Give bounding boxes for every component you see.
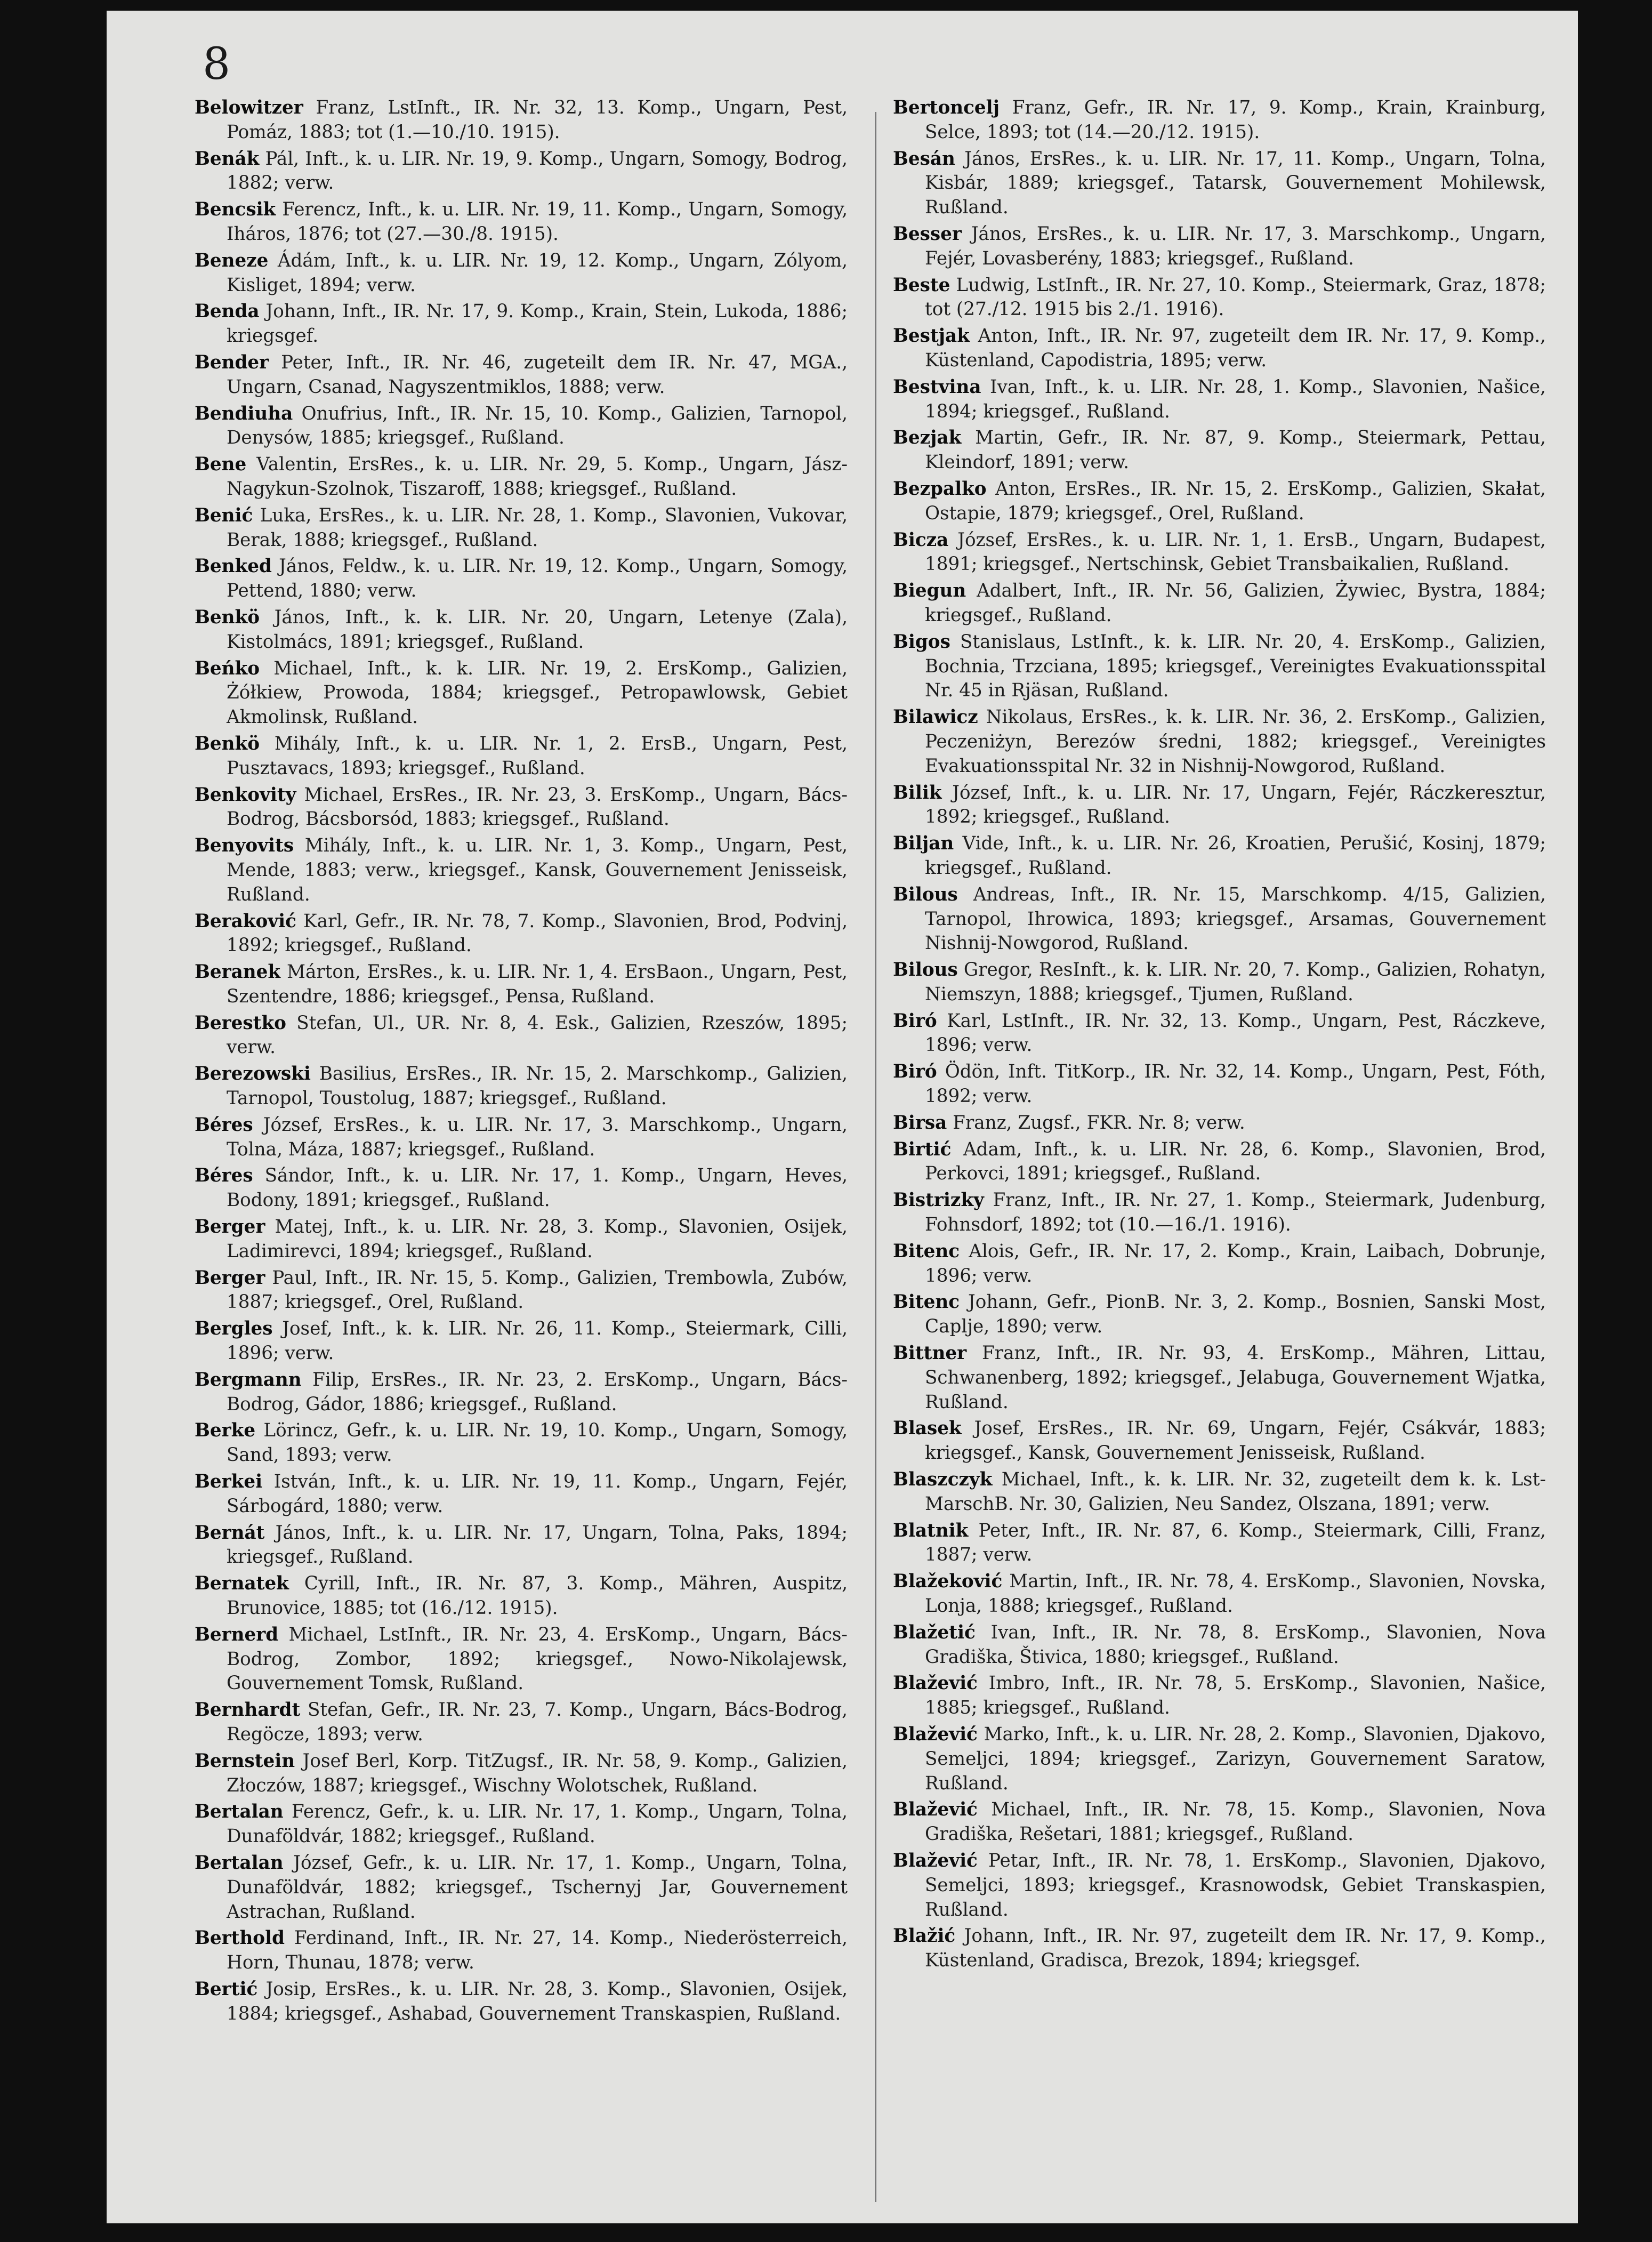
entry-surname: Bilous <box>893 959 958 981</box>
entry-surname: Bertoncelj <box>893 97 1000 118</box>
entry-details: Stefan, Ul., UR. Nr. 8, 4. Esk., Galizien, Rzeszów, 1895; verw. <box>227 1012 848 1058</box>
entry-details: Peter, Inft., IR. Nr. 46, zugeteilt dem IR. Nr. 47, MGA., Ungarn, Csanad, Nagyszentmiklos, 1888; verw. <box>227 351 848 398</box>
entry-details: Martin, Inft., IR. Nr. 78, 4. ErsKomp., Slavonien, Novska, Lonja, 1888; kriegsgef., Rußland. <box>925 1571 1546 1617</box>
casualty-entry <box>893 1924 1546 1973</box>
entry-details: Michael, ErsRes., IR. Nr. 23, 3. ErsKomp., Ungarn, Bács-Bodrog, Bácsborsód, 1883; kriegsgef., Rußland. <box>227 784 848 830</box>
entry-surname: Bernstein <box>195 1750 295 1772</box>
entry-surname: Berestko <box>195 1012 286 1034</box>
entry-surname: Bernatek <box>195 1573 289 1595</box>
entry-details: Nikolaus, ErsRes., k. k. LIR. Nr. 36, 2. ErsKomp., Galizien, Peczeniżyn, Berezów średni, 1882; kriegsgef., Vereinigtes Evakuationsspital Nr. 32 in Nishnij-Nowgorod, Rußland. <box>925 706 1546 777</box>
entry-surname: Biljan <box>893 833 954 855</box>
entry-surname: Berke <box>195 1420 256 1442</box>
entry-surname: Bilik <box>893 782 942 803</box>
entry-details: Michael, Inft., k. k. LIR. Nr. 19, 2. ErsKomp., Galizien, Żółkiew, Prowoda, 1884; kriegsgef., Petropawlowsk, Gebiet Akmolinsk, Rußland. <box>227 657 848 728</box>
entry-surname: Blažević <box>893 1799 978 1821</box>
casualty-entry <box>195 1800 848 1849</box>
entry-surname: Bencsik <box>195 199 276 221</box>
entry-surname: Besán <box>893 148 955 170</box>
entry-details: Karl, LstInft., IR. Nr. 32, 13. Komp., Ungarn, Pest, Ráczkeve, 1896; verw. <box>925 1010 1546 1056</box>
casualty-entry <box>893 1240 1546 1289</box>
entry-details: Anton, Inft., IR. Nr. 97, zugeteilt dem IR. Nr. 17, 9. Komp., Küstenland, Capodistria, 1895; verw. <box>925 325 1546 371</box>
casualty-entry <box>893 477 1546 526</box>
casualty-entry <box>893 1341 1546 1415</box>
entry-surname: Benkö <box>195 606 260 628</box>
entry-surname: Beste <box>893 274 950 296</box>
casualty-entry <box>195 1851 848 1924</box>
entry-details: Karl, Gefr., IR. Nr. 78, 7. Komp., Slavonien, Brod, Podvinj, 1892; kriegsgef., Rußland. <box>227 910 848 957</box>
entry-details: József, Inft., k. u. LIR. Nr. 17, Ungarn, Fejér, Ráczkeresztur, 1892; kriegsgef., Rußland. <box>925 782 1546 828</box>
casualty-entry <box>195 732 848 781</box>
entry-details: István, Inft., k. u. LIR. Nr. 19, 11. Komp., Ungarn, Fejér, Sárbogárd, 1880; verw. <box>227 1471 848 1517</box>
entry-details: Adam, Inft., k. u. LIR. Nr. 28, 6. Komp., Slavonien, Brod, Perkovci, 1891; kriegsgef., Rußland. <box>925 1138 1546 1185</box>
entry-surname: Bestvina <box>893 376 981 398</box>
entry-details: Franz, Inft., IR. Nr. 27, 1. Komp., Steiermark, Judenburg, Fohnsdorf, 1892; tot (10.—16./1. 1916). <box>925 1190 1546 1236</box>
entry-surname: Beneze <box>195 250 269 271</box>
casualty-entry <box>195 1521 848 1570</box>
entry-details: Ivan, Inft., k. u. LIR. Nr. 28, 1. Komp., Slavonien, Našice, 1894; kriegsgef., Rußland. <box>925 376 1546 422</box>
entry-surname: Blasek <box>893 1418 962 1440</box>
entry-details: János, ErsRes., k. u. LIR. Nr. 17, 3. Marschkomp., Ungarn, Fejér, Lovasberény, 1883; kriegsgef., Rußland. <box>925 223 1546 269</box>
entry-details: Stefan, Gefr., IR. Nr. 23, 7. Komp., Ungarn, Bács-Bodrog, Regöcze, 1893; verw. <box>227 1699 848 1745</box>
entry-details: Paul, Inft., IR. Nr. 15, 5. Komp., Galizien, Trembowla, Zubów, 1887; kriegsgef., Orel, Rußland. <box>227 1267 848 1313</box>
casualty-entry <box>195 1215 848 1264</box>
casualty-entry <box>195 96 848 145</box>
entry-details: János, Feldw., k. u. LIR. Nr. 19, 12. Komp., Ungarn, Somogy, Pettend, 1880; verw. <box>227 556 848 602</box>
entry-details: Peter, Inft., IR. Nr. 87, 6. Komp., Steiermark, Cilli, Franz, 1887; verw. <box>925 1520 1546 1566</box>
entry-details: Vide, Inft., k. u. LIR. Nr. 26, Kroatien, Perušić, Kosinj, 1879; kriegsgef., Rußland. <box>925 833 1546 879</box>
entry-details: Andreas, Inft., IR. Nr. 15, Marschkomp. 4/15, Galizien, Tarnopol, Ihrowica, 1893; kriegsgef., Arsamas, Gouvernement Nishnij-Nowgorod, Rußland. <box>925 883 1546 954</box>
casualty-entry <box>195 783 848 832</box>
entry-surname: Bernát <box>195 1522 265 1544</box>
casualty-entry <box>893 528 1546 577</box>
entry-details: Sándor, Inft., k. u. LIR. Nr. 17, 1. Komp., Ungarn, Heves, Bodony, 1891; kriegsgef., Rußland. <box>227 1165 848 1211</box>
entry-details: Filip, ErsRes., IR. Nr. 23, 2. ErsKomp., Ungarn, Bács-Bodrog, Gádor, 1886; kriegsgef., Rußland. <box>227 1369 848 1415</box>
entry-details: Ferdinand, Inft., IR. Nr. 27, 14. Komp., Niederösterreich, Horn, Thunau, 1878; verw. <box>227 1927 848 1974</box>
entry-surname: Benkovity <box>195 784 296 806</box>
entry-details: Márton, ErsRes., k. u. LIR. Nr. 1, 4. ErsBaon., Ungarn, Pest, Szentendre, 1886; kriegsgef., Pensa, Rußland. <box>227 961 848 1007</box>
entry-details: Martin, Gefr., IR. Nr. 87, 9. Komp., Steiermark, Pettau, Kleindorf, 1891; verw. <box>925 427 1546 473</box>
entry-details: Matej, Inft., k. u. LIR. Nr. 28, 3. Komp., Slavonien, Osijek, Ladimirevci, 1894; kriegsgef., Rußland. <box>227 1216 848 1262</box>
entry-details: Cyrill, Inft., IR. Nr. 87, 3. Komp., Mähren, Auspitz, Brunovice, 1885; tot (16./12. 1915). <box>227 1573 848 1619</box>
casualty-entry <box>893 1111 1546 1136</box>
entry-details: Josef, ErsRes., IR. Nr. 69, Ungarn, Fejér, Csákvár, 1883; kriegsgef., Kansk, Gouvernement Jenisseisk, Rußland. <box>925 1418 1546 1464</box>
entry-surname: Biró <box>893 1061 937 1083</box>
casualty-entry <box>893 96 1546 145</box>
entry-details: Ivan, Inft., IR. Nr. 78, 8. ErsKomp., Slavonien, Nova Gradiška, Štivica, 1880; kriegsgef., Rußland. <box>925 1621 1546 1668</box>
casualty-entry <box>195 351 848 400</box>
casualty-entry <box>893 324 1546 373</box>
entry-surname: Bilous <box>893 883 958 905</box>
entry-details: József, ErsRes., k. u. LIR. Nr. 17, 3. Marschkomp., Ungarn, Tolna, Máza, 1887; kriegsgef., Rußland. <box>227 1114 848 1160</box>
casualty-entry <box>893 958 1546 1007</box>
casualty-entry <box>893 1290 1546 1339</box>
entry-surname: Bitenc <box>893 1291 960 1313</box>
entry-surname: Blažević <box>893 1724 978 1745</box>
casualty-entry <box>195 1011 848 1060</box>
casualty-entry <box>893 1060 1546 1109</box>
casualty-entry <box>195 1926 848 1975</box>
casualty-entry <box>893 630 1546 703</box>
entry-details: Franz, Inft., IR. Nr. 93, 4. ErsKomp., Mähren, Littau, Schwanenberg, 1892; kriegsgef., Jelabuga, Gouvernement Wjatka, Rußland. <box>925 1343 1546 1413</box>
entry-details: Josef Berl, Korp. TitZugsf., IR. Nr. 58, 9. Komp., Galizien, Złoczów, 1887; kriegsgef., Wischny Wolotschek, Rußland. <box>227 1750 848 1796</box>
casualty-entry <box>195 910 848 959</box>
entry-details: Alois, Gefr., IR. Nr. 17, 2. Komp., Krain, Laibach, Dobrunje, 1896; verw. <box>925 1240 1546 1287</box>
casualty-entry <box>195 1470 848 1519</box>
entry-details: Josef, Inft., k. k. LIR. Nr. 26, 11. Komp., Steiermark, Cilli, 1896; verw. <box>227 1318 848 1364</box>
entry-details: Lörincz, Gefr., k. u. LIR. Nr. 19, 10. Komp., Ungarn, Somogy, Sand, 1893; verw. <box>227 1420 848 1466</box>
entry-surname: Bender <box>195 351 269 373</box>
entry-details: Luka, ErsRes., k. u. LIR. Nr. 28, 1. Komp., Slavonien, Vukovar, Berak, 1888; kriegsgef., Rußland. <box>227 504 848 551</box>
entry-details: Johann, Gefr., PionB. Nr. 3, 2. Komp., Bosnien, Sanski Most, Caplje, 1890; verw. <box>925 1291 1546 1338</box>
entry-surname: Bezpalko <box>893 478 987 500</box>
entry-surname: Blažić <box>893 1925 956 1947</box>
entry-surname: Biegun <box>893 580 966 602</box>
entry-surname: Bernhardt <box>195 1699 301 1721</box>
entry-details: Ferencz, Inft., k. u. LIR. Nr. 19, 11. Komp., Ungarn, Somogy, Iháros, 1876; tot (27.—30./8. 1915). <box>227 199 848 245</box>
entry-surname: Benked <box>195 556 272 577</box>
casualty-entry <box>195 402 848 451</box>
casualty-entry <box>195 1266 848 1315</box>
casualty-entry <box>893 1723 1546 1796</box>
entry-surname: Biró <box>893 1010 937 1032</box>
entry-details: Johann, Inft., IR. Nr. 97, zugeteilt dem IR. Nr. 17, 9. Komp., Küstenland, Gradisca, Brezok, 1894; kriegsgef. <box>925 1925 1546 1972</box>
casualty-entry <box>893 1188 1546 1237</box>
entry-surname: Bestjak <box>893 325 970 347</box>
entry-surname: Bitenc <box>893 1240 960 1262</box>
entry-details: Michael, LstInft., IR. Nr. 23, 4. ErsKomp., Ungarn, Bács-Bodrog, Zombor, 1892; kriegsgef., Nowo-Nikolajewsk, Gouvernement Tomsk, Rußland. <box>227 1624 848 1694</box>
entry-surname: Bergles <box>195 1318 273 1340</box>
casualty-entry <box>195 147 848 196</box>
entry-surname: Bezjak <box>893 427 962 449</box>
entry-surname: Blažetić <box>893 1621 976 1643</box>
entry-surname: Bittner <box>893 1343 967 1364</box>
entry-details: Stanislaus, LstInft., k. k. LIR. Nr. 20, 4. ErsKomp., Galizien, Bochnia, Trzciana, 1895; kriegsgef., Vereinigtes Evakuationsspital Nr. 45 in Rjäsan, Rußland. <box>925 631 1546 702</box>
casualty-entry <box>893 222 1546 271</box>
entry-details: János, ErsRes., k. u. LIR. Nr. 17, 11. Komp., Ungarn, Tolna, Kisbár, 1889; kriegsgef., Tatarsk, Gouvernement Mohilewsk, Rußland. <box>925 148 1546 219</box>
casualty-entry <box>195 1978 848 2027</box>
entry-details: Basilius, ErsRes., IR. Nr. 15, 2. Marschkomp., Galizien, Tarnopol, Toustolug, 1887; kriegsgef., Rußland. <box>227 1063 848 1110</box>
casualty-entry <box>893 1468 1546 1517</box>
entry-details: Ádám, Inft., k. u. LIR. Nr. 19, 12. Komp., Ungarn, Zólyom, Kisliget, 1894; verw. <box>227 250 848 296</box>
document-page <box>107 11 1578 2223</box>
casualty-entry <box>195 1698 848 1747</box>
entry-surname: Bilawicz <box>893 706 978 728</box>
entry-details: Josip, ErsRes., k. u. LIR. Nr. 28, 3. Komp., Slavonien, Osijek, 1884; kriegsgef., Ashabad, Gouvernement Transkaspien, Rußland. <box>227 1978 848 2024</box>
entry-surname: Berthold <box>195 1927 285 1949</box>
casualty-entry <box>893 1672 1546 1721</box>
entry-surname: Bendiuha <box>195 403 293 424</box>
entry-surname: Berger <box>195 1267 265 1289</box>
casualty-entry <box>195 960 848 1009</box>
entry-details: Ludwig, LstInft., IR. Nr. 27, 10. Komp., Steiermark, Graz, 1878; tot (27./12. 1915 bis 2./1. 1916). <box>925 274 1546 320</box>
entry-details: Onufrius, Inft., IR. Nr. 15, 10. Komp., Galizien, Tarnopol, Denysów, 1885; kriegsgef., Rußland. <box>227 403 848 449</box>
casualty-entry <box>195 504 848 553</box>
entry-details: Michael, Inft., IR. Nr. 78, 15. Komp., Slavonien, Nova Gradiška, Rešetari, 1881; kriegsgef., Rußland. <box>925 1799 1546 1845</box>
entry-surname: Bertalan <box>195 1852 284 1874</box>
entry-surname: Birsa <box>893 1112 947 1134</box>
entry-details: Gregor, ResInft., k. k. LIR. Nr. 20, 7. Komp., Galizien, Rohatyn, Niemszyn, 1888; kriegsgef., Tjumen, Rußland. <box>925 959 1546 1005</box>
casualty-entry <box>195 300 848 349</box>
entry-details: Anton, ErsRes., IR. Nr. 15, 2. ErsKomp., Galizien, Skałat, Ostapie, 1879; kriegsgef., Orel, Rußland. <box>925 478 1546 524</box>
entry-surname: Blaszczyk <box>893 1469 993 1491</box>
entry-surname: Bernerd <box>195 1624 279 1645</box>
entry-surname: Bertić <box>195 1978 258 2000</box>
casualty-entry <box>893 705 1546 778</box>
entry-surname: Berkei <box>195 1471 263 1493</box>
entry-surname: Benák <box>195 148 260 170</box>
entry-details: Ferencz, Gefr., k. u. LIR. Nr. 17, 1. Komp., Ungarn, Tolna, Dunaföldvár, 1882; kriegsgef., Rußland. <box>227 1801 848 1847</box>
page-number: 8 <box>203 39 231 90</box>
entry-surname: Benić <box>195 504 253 526</box>
entry-surname: Bertalan <box>195 1801 284 1823</box>
entry-surname: Beńko <box>195 657 260 679</box>
casualty-entry <box>195 555 848 604</box>
entry-details: János, Inft., k. k. LIR. Nr. 20, Ungarn, Letenye (Zala), Kistolmács, 1891; kriegsgef., Rußland. <box>227 606 848 653</box>
entry-details: János, Inft., k. u. LIR. Nr. 17, Ungarn, Tolna, Paks, 1894; kriegsgef., Rußland. <box>227 1522 848 1568</box>
casualty-entry <box>893 1138 1546 1187</box>
casualty-entry <box>195 453 848 502</box>
entry-surname: Birtić <box>893 1138 952 1160</box>
casualty-entry <box>893 426 1546 475</box>
entry-surname: Berezowski <box>195 1063 311 1085</box>
casualty-entry <box>893 1849 1546 1922</box>
entry-details: Ödön, Inft. TitKorp., IR. Nr. 32, 14. Komp., Ungarn, Pest, Fóth, 1892; verw. <box>925 1061 1546 1107</box>
entry-surname: Benkö <box>195 733 260 754</box>
entry-surname: Bistrizky <box>893 1190 984 1211</box>
entry-details: Petar, Inft., IR. Nr. 78, 1. ErsKomp., Slavonien, Djakovo, Semeljci, 1893; kriegsgef., Krasnowodsk, Gebiet Transkaspien, Rußland. <box>925 1850 1546 1920</box>
entry-surname: Béres <box>195 1165 253 1187</box>
entry-details: Johann, Inft., IR. Nr. 17, 9. Komp., Krain, Stein, Lukoda, 1886; kriegsgef. <box>227 301 848 347</box>
entry-surname: Béres <box>195 1114 253 1136</box>
entry-details: Franz, LstInft., IR. Nr. 32, 13. Komp., Ungarn, Pest, Pomáz, 1883; tot (1.—10./10. 1915). <box>227 97 848 143</box>
entry-details: Franz, Gefr., IR. Nr. 17, 9. Komp., Krain, Krainburg, Selce, 1893; tot (14.—20./12. 1915). <box>925 97 1546 143</box>
entry-surname: Bigos <box>893 631 950 653</box>
entry-surname: Besser <box>893 223 962 245</box>
casualty-entry <box>893 1009 1546 1058</box>
casualty-entry <box>893 1621 1546 1670</box>
entry-details: Pál, Inft., k. u. LIR. Nr. 19, 9. Komp., Ungarn, Somogy, Bodrog, 1882; verw. <box>227 148 848 194</box>
entry-surname: Belowitzer <box>195 97 303 118</box>
entry-surname: Beranek <box>195 961 281 983</box>
entry-surname: Berger <box>195 1216 265 1238</box>
entry-surname: Beraković <box>195 910 296 932</box>
casualty-entry <box>195 1317 848 1366</box>
casualty-entry <box>893 1798 1546 1847</box>
casualty-entry <box>893 1417 1546 1466</box>
casualty-entry <box>195 1062 848 1111</box>
entry-surname: Blažević <box>893 1850 978 1871</box>
entry-details: Adalbert, Inft., IR. Nr. 56, Galizien, Żywiec, Bystra, 1884; kriegsgef., Rußland. <box>925 580 1546 626</box>
entry-details: Mihály, Inft., k. u. LIR. Nr. 1, 2. ErsB., Ungarn, Pest, Pusztavacs, 1893; kriegsgef., Rußland. <box>227 733 848 779</box>
casualty-entry <box>893 883 1546 956</box>
left-column <box>195 96 848 2029</box>
casualty-entry <box>893 147 1546 220</box>
casualty-entry <box>195 1572 848 1621</box>
casualty-entry <box>893 1519 1546 1568</box>
entry-surname: Benda <box>195 301 260 323</box>
casualty-entry <box>893 781 1546 830</box>
right-column <box>893 96 1546 1975</box>
column-divider <box>875 112 876 2202</box>
entry-details: József, ErsRes., k. u. LIR. Nr. 1, 1. ErsB., Ungarn, Budapest, 1891; kriegsgef., Nertschinsk, Gebiet Transbaikalien, Rußland. <box>925 529 1546 575</box>
entry-details: Franz, Zugsf., FKR. Nr. 8; verw. <box>953 1112 1245 1134</box>
casualty-entry <box>195 1113 848 1162</box>
casualty-entry <box>893 579 1546 628</box>
entry-details: Valentin, ErsRes., k. u. LIR. Nr. 29, 5. Komp., Ungarn, Jász-Nagykun-Szolnok, Tiszaroff, 1888; kriegsgef., Rußland. <box>227 454 848 500</box>
entry-surname: Blažević <box>893 1673 978 1694</box>
casualty-entry <box>195 198 848 247</box>
casualty-entry <box>195 1419 848 1468</box>
casualty-entry <box>893 832 1546 881</box>
entry-details: Michael, Inft., k. k. LIR. Nr. 32, zugeteilt dem k. k. Lst-MarschB. Nr. 30, Galizien, Neu Sandez, Olszana, 1891; verw. <box>925 1469 1546 1515</box>
entry-details: Mihály, Inft., k. u. LIR. Nr. 1, 3. Komp., Ungarn, Pest, Mende, 1883; verw., kriegsgef., Kansk, Gouvernement Jenisseisk, Rußland. <box>227 835 848 905</box>
casualty-entry <box>195 1749 848 1798</box>
entry-surname: Blatnik <box>893 1520 969 1541</box>
casualty-entry <box>195 657 848 730</box>
casualty-entry <box>195 249 848 298</box>
casualty-entry <box>195 1164 848 1213</box>
casualty-entry <box>893 375 1546 424</box>
entry-surname: Bene <box>195 454 247 476</box>
casualty-entry <box>893 274 1546 323</box>
entry-details: Marko, Inft., k. u. LIR. Nr. 28, 2. Komp., Slavonien, Djakovo, Semeljci, 1894; kriegsgef., Zarizyn, Gouvernement Saratow, Rußland. <box>925 1724 1546 1794</box>
casualty-entry <box>195 1368 848 1417</box>
entry-details: Imbro, Inft., IR. Nr. 78, 5. ErsKomp., Slavonien, Našice, 1885; kriegsgef., Rußland. <box>925 1673 1546 1719</box>
entry-surname: Blažeković <box>893 1571 1003 1593</box>
entry-surname: Bicza <box>893 529 949 551</box>
casualty-entry <box>195 834 848 907</box>
casualty-entry <box>195 1623 848 1696</box>
casualty-entry <box>893 1570 1546 1619</box>
entry-surname: Benyovits <box>195 835 294 857</box>
entry-details: József, Gefr., k. u. LIR. Nr. 17, 1. Komp., Ungarn, Tolna, Dunaföldvár, 1882; kriegsgef., Tschernyj Jar, Gouvernement Astrachan, Rußland. <box>227 1852 848 1923</box>
casualty-entry <box>195 606 848 655</box>
entry-surname: Bergmann <box>195 1369 302 1391</box>
